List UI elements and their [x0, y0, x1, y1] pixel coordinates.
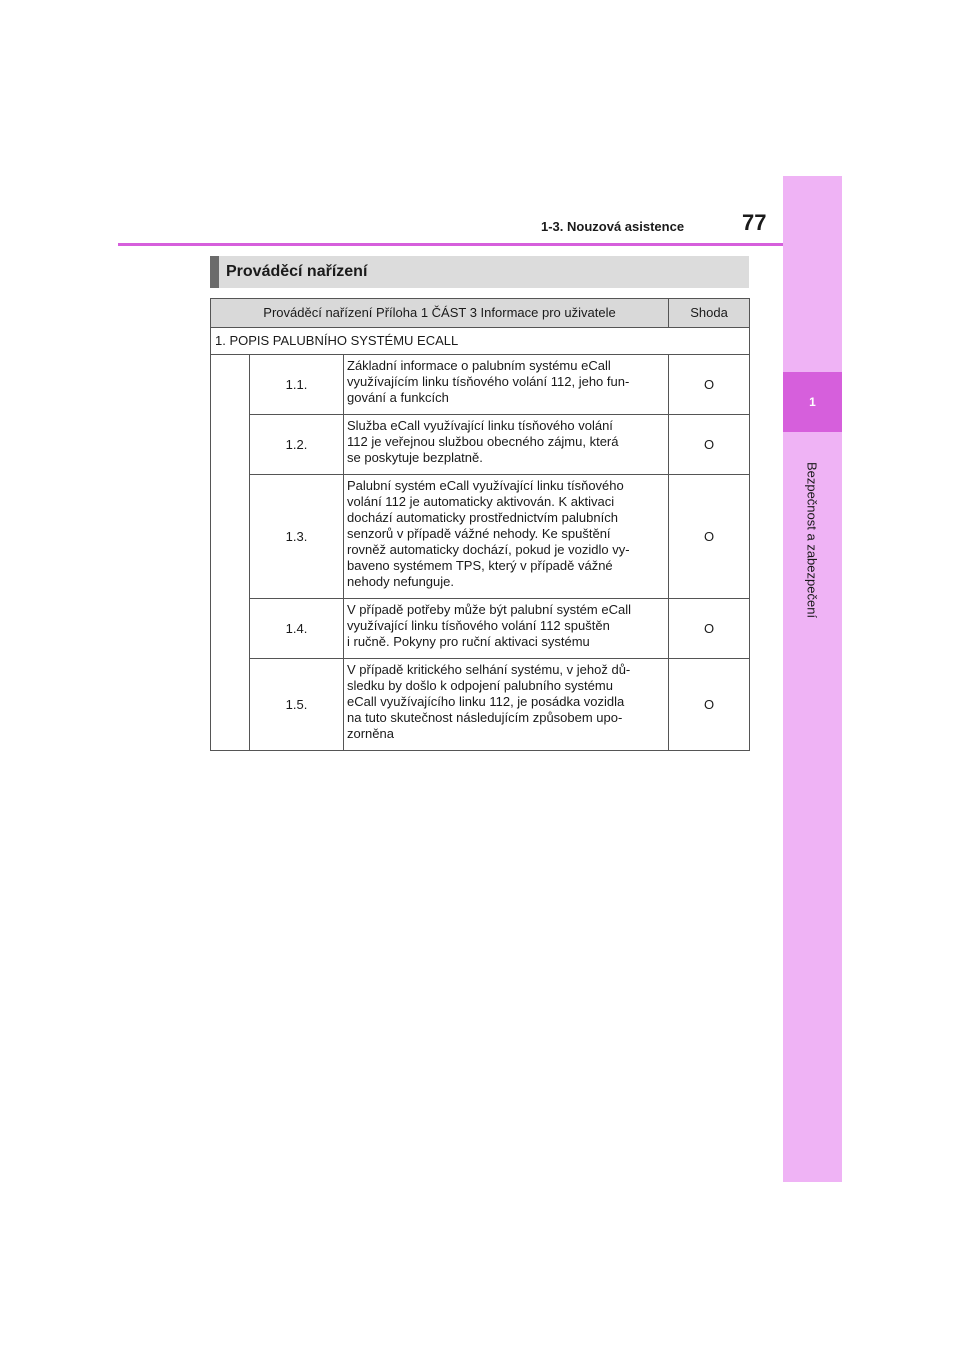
description-line: se poskytuje bezplatně.: [347, 450, 483, 465]
table-section-row: [211, 328, 750, 355]
table-row: [211, 475, 750, 599]
row-number: 1.5.: [250, 659, 344, 751]
table-row: [211, 599, 750, 659]
column-header-shoda: Shoda: [669, 299, 750, 328]
row-shoda: O: [669, 415, 750, 475]
section-heading: [210, 256, 749, 288]
indent-cell: [211, 355, 250, 751]
row-number: 1.3.: [250, 475, 344, 599]
row-shoda: O: [669, 355, 750, 415]
description-line: Základní informace o palubním systému eCall: [347, 358, 611, 373]
row-number: 1.1.: [250, 355, 344, 415]
header-rule: [118, 243, 783, 246]
row-description: [344, 415, 669, 475]
description-line: zorněna: [347, 726, 394, 741]
section-title: 1-3. Nouzová asistence: [541, 219, 685, 234]
chapter-sidebar: [783, 176, 842, 1182]
regulation-table: [210, 298, 750, 751]
table-header-row: [211, 299, 750, 328]
row-description: [344, 599, 669, 659]
description-line: Služba eCall využívající linku tísňového volání: [347, 418, 613, 433]
description-line: na tuto skutečnost následujícím způsobem upo-: [347, 710, 623, 725]
table-row: [211, 355, 750, 415]
row-shoda: O: [669, 659, 750, 751]
column-header-description: Prováděcí nařízení Příloha 1 ČÁST 3 Informace pro uživatele: [211, 299, 669, 328]
table-row: [211, 415, 750, 475]
row-shoda: O: [669, 599, 750, 659]
page-number: 77: [742, 210, 767, 235]
description-line: gování a funkcích: [347, 390, 449, 405]
description-line: Palubní systém eCall využívající linku tísňového: [347, 478, 624, 493]
description-line: i ručně. Pokyny pro ruční aktivaci systému: [347, 634, 590, 649]
row-description: [344, 475, 669, 599]
description-line: baveno systémem TPS, který v případě vážné: [347, 558, 613, 573]
description-line: eCall využívajícího linku 112, je posádka vozidla: [347, 694, 625, 709]
description-line: nehody nefunguje.: [347, 574, 454, 589]
description-line: senzorů v případě vážné nehody. Ke spuštění: [347, 526, 611, 541]
chapter-number: 1: [809, 395, 816, 409]
section-row-label: 1. POPIS PALUBNÍHO SYSTÉMU ECALL: [211, 328, 750, 355]
row-number: 1.4.: [250, 599, 344, 659]
description-line: rovněž automaticky dochází, pokud je vozidlo vy-: [347, 542, 630, 557]
description-line: sledku by došlo k odpojení palubního systému: [347, 678, 613, 693]
description-line: 112 je veřejnou službou obecného zájmu, která: [347, 434, 619, 449]
description-line: V případě kritického selhání systému, v jehož dů-: [347, 662, 631, 677]
description-line: využívajícím linku tísňového volání 112, jeho fun-: [347, 374, 630, 389]
description-line: využívající linku tísňového volání 112 spuštěn: [347, 618, 610, 633]
chapter-label-text: Bezpečnost a zabezpečení: [804, 461, 820, 619]
row-shoda: O: [669, 475, 750, 599]
section-heading-text: Prováděcí nařízení: [226, 263, 368, 280]
table-row: [211, 659, 750, 751]
row-description: [344, 659, 669, 751]
description-line: V případě potřeby může být palubní systém eCall: [347, 602, 631, 617]
chapter-tab[interactable]: [783, 372, 842, 432]
row-description: [344, 355, 669, 415]
description-line: volání 112 je automaticky aktivován. K aktivaci: [347, 494, 615, 509]
description-line: dochází automaticky prostřednictvím palubních: [347, 510, 618, 525]
row-number: 1.2.: [250, 415, 344, 475]
